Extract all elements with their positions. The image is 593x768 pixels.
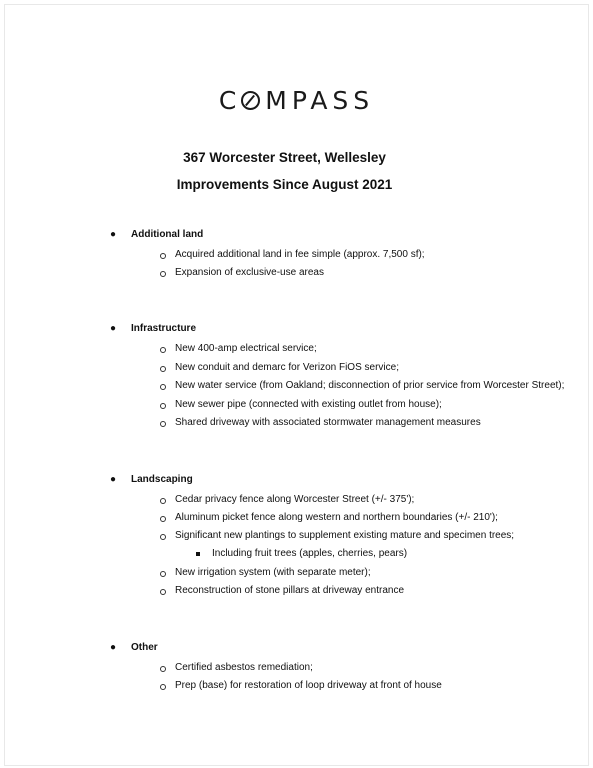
list-item: Cedar privacy fence along Worcester Street (+/- 375'); — [175, 494, 415, 505]
section-heading-infrastructure: Infrastructure — [131, 323, 197, 334]
compass-logo: C MPASS — [218, 86, 375, 115]
list-item: New conduit and demarc for Verizon FiOS service; — [175, 362, 399, 373]
circle-bullet-icon — [160, 403, 166, 409]
bullet-icon: ● — [110, 474, 117, 485]
circle-bullet-icon — [160, 589, 166, 595]
circle-bullet-icon — [160, 498, 166, 504]
list-item: Shared driveway with associated stormwater management measures — [175, 417, 481, 428]
bullet-icon: ● — [110, 229, 117, 240]
list-item: Aluminum picket fence along western and northern boundaries (+/- 210'); — [175, 512, 498, 523]
document-subtitle: Improvements Since August 2021 — [176, 177, 393, 192]
circle-bullet-icon — [160, 421, 166, 427]
section-heading-landscaping: Landscaping — [131, 474, 193, 485]
circle-bullet-icon — [160, 384, 166, 390]
circle-bullet-icon — [160, 666, 166, 672]
list-item: Significant new plantings to supplement existing mature and specimen trees; — [175, 530, 515, 541]
section-heading-additional-land: Additional land — [131, 229, 204, 240]
square-bullet-icon — [196, 552, 200, 556]
circle-bullet-icon — [160, 253, 166, 259]
list-item: Prep (base) for restoration of loop driveway at front of house — [175, 680, 442, 691]
circle-bullet-icon — [160, 516, 166, 522]
document-title: 367 Worcester Street, Wellesley — [183, 150, 386, 165]
section-heading-other: Other — [131, 642, 158, 653]
list-item: Acquired additional land in fee simple (approx. 7,500 sf); — [175, 249, 425, 260]
list-item: New irrigation system (with separate meter); — [175, 567, 371, 578]
list-item: Expansion of exclusive-use areas — [175, 267, 324, 278]
circle-bullet-icon — [160, 684, 166, 690]
list-item: New 400-amp electrical service; — [175, 343, 317, 354]
bullet-icon: ● — [110, 642, 117, 653]
circle-bullet-icon — [160, 347, 166, 353]
circle-bullet-icon — [160, 571, 166, 577]
circle-bullet-icon — [160, 271, 166, 277]
list-item: New water service (from Oakland; disconnection of prior service from Worcester Street); — [175, 380, 565, 391]
circle-bullet-icon — [160, 366, 166, 372]
circle-bullet-icon — [160, 534, 166, 540]
list-item: New sewer pipe (connected with existing outlet from house); — [175, 399, 442, 410]
list-item: Certified asbestos remediation; — [175, 662, 313, 673]
list-subitem: Including fruit trees (apples, cherries, pears) — [212, 548, 408, 559]
compass-o-icon — [241, 91, 260, 110]
list-item: Reconstruction of stone pillars at driveway entrance — [175, 585, 405, 596]
bullet-icon: ● — [110, 323, 117, 334]
